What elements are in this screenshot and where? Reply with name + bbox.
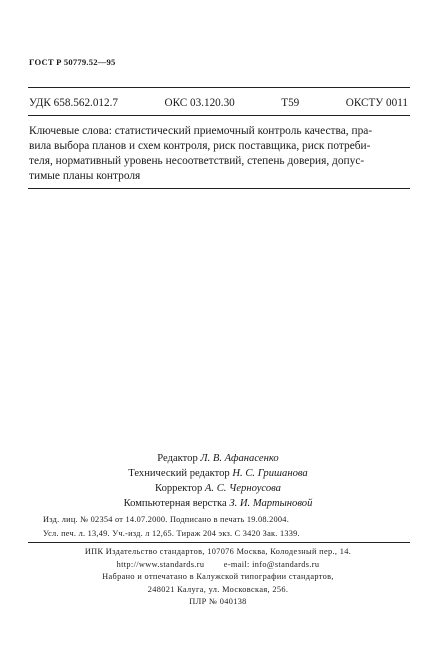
publication-license-line: Изд. лиц. № 02354 от 14.07.2000. Подписано в печать 19.08.2004. bbox=[43, 515, 290, 524]
corrector-credit bbox=[0, 481, 436, 496]
printer-info bbox=[0, 546, 436, 609]
keywords-paragraph bbox=[29, 124, 408, 184]
publication-divider bbox=[28, 542, 410, 543]
layout-role: Компьютерная верстка bbox=[123, 498, 227, 509]
publication-print-line: Усл. печ. л. 13,49. Уч.-изд. л 12,65. Тираж 204 экз. С 3420 Зак. 1339. bbox=[43, 529, 300, 538]
corrector-name: А. С. Черноусова bbox=[204, 483, 281, 494]
group-code: Т59 bbox=[281, 97, 300, 109]
publisher-address: ИПК Издательство стандартов, 107076 Москва, Колодезный пер., 14. bbox=[84, 547, 352, 556]
printer-license: ПЛР № 040138 bbox=[189, 597, 247, 606]
keywords-line: тимые планы контроля bbox=[29, 170, 141, 182]
oks-code: ОКС 03.120.30 bbox=[164, 97, 235, 109]
printing-house: Набрано и отпечатано в Калужской типографии стандартов, bbox=[102, 572, 334, 581]
tech-editor-name: Н. С. Гришанова bbox=[232, 468, 308, 479]
publication-info bbox=[43, 513, 396, 541]
classification-divider bbox=[28, 115, 410, 116]
corrector-role: Корректор bbox=[155, 483, 203, 494]
editor-role: Редактор bbox=[157, 453, 198, 464]
publisher-contacts: http://www.standards.ru e-mail: info@standards.ru bbox=[116, 559, 320, 569]
editor-credit bbox=[0, 451, 436, 466]
keywords-line: теля, нормативный уровень несоответствий, степень доверия, допус- bbox=[29, 155, 365, 167]
classification-row bbox=[29, 97, 408, 109]
credits-block bbox=[0, 451, 436, 511]
keywords-line: Ключевые слова: статистический приемочный контроль качества, пра- bbox=[29, 125, 373, 137]
udk-code: УДК 658.562.012.7 bbox=[29, 97, 119, 109]
tech-editor-role: Технический редактор bbox=[128, 468, 230, 479]
standard-code: ГОСТ Р 50779.52—95 bbox=[29, 57, 116, 67]
editor-name: Л. В. Афанасенко bbox=[200, 453, 279, 464]
tech-editor-credit bbox=[0, 466, 436, 481]
keywords-line: вила выбора планов и схем контроля, риск поставщика, риск потреби- bbox=[29, 140, 371, 152]
keywords-divider bbox=[28, 188, 410, 189]
printing-house-address: 248021 Калуга, ул. Московская, 256. bbox=[147, 584, 289, 594]
layout-credit bbox=[0, 496, 436, 511]
okstu-code: ОКСТУ 0011 bbox=[345, 97, 408, 109]
top-divider bbox=[28, 87, 410, 88]
layout-name: З. И. Мартыновой bbox=[229, 498, 313, 509]
